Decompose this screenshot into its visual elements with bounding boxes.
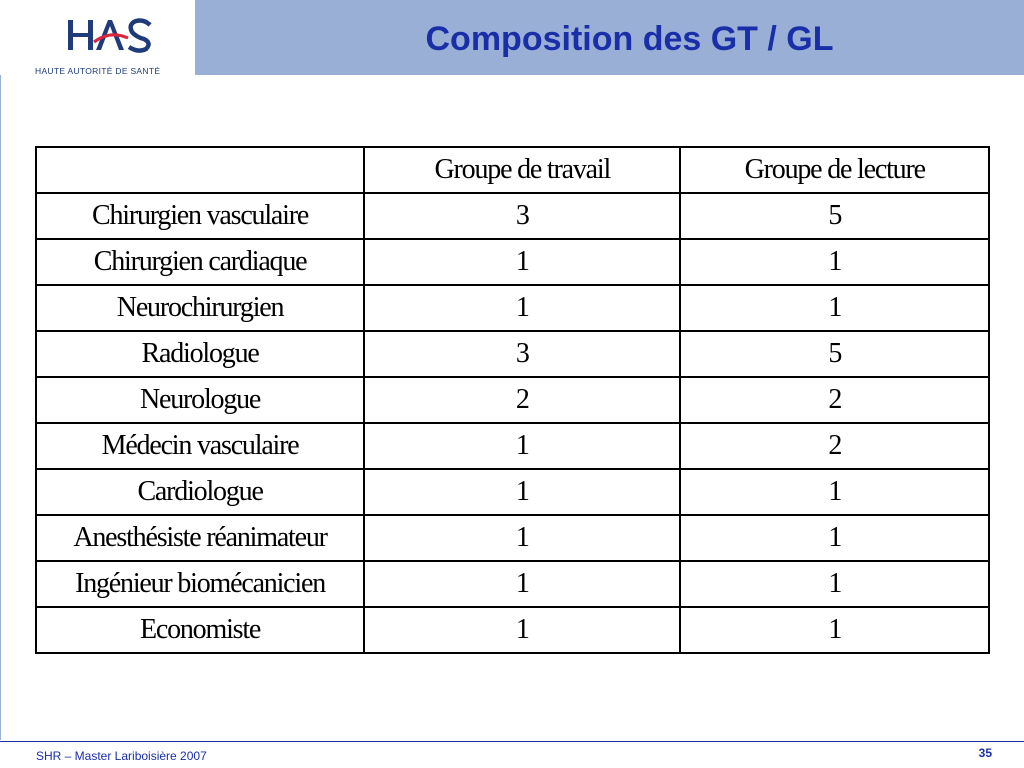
row-value-gl: 5 xyxy=(680,331,989,377)
table-row xyxy=(36,469,989,515)
table-row xyxy=(36,377,989,423)
header-cell-empty xyxy=(36,147,364,193)
table-row xyxy=(36,423,989,469)
row-label: Radiologue xyxy=(36,331,364,377)
row-value-gt: 2 xyxy=(364,377,680,423)
row-value-gl: 2 xyxy=(680,423,989,469)
footer-text: SHR – Master Lariboisière 2007 xyxy=(36,749,207,763)
table-header-row xyxy=(36,147,989,193)
row-label: Cardiologue xyxy=(36,469,364,515)
row-value-gt: 1 xyxy=(364,469,680,515)
row-label: Médecin vasculaire xyxy=(36,423,364,469)
row-label: Anesthésiste réanimateur xyxy=(36,515,364,561)
has-logo xyxy=(0,0,195,75)
left-border-line xyxy=(0,75,1,740)
row-value-gt: 1 xyxy=(364,607,680,653)
table-row xyxy=(36,331,989,377)
row-value-gl: 1 xyxy=(680,515,989,561)
row-value-gl: 1 xyxy=(680,561,989,607)
row-value-gt: 1 xyxy=(364,239,680,285)
row-value-gl: 1 xyxy=(680,285,989,331)
row-value-gt: 1 xyxy=(364,285,680,331)
slide-title: Composition des GT / GL xyxy=(425,20,834,58)
row-label: Neurologue xyxy=(36,377,364,423)
has-logo-icon xyxy=(66,16,156,56)
page-number: 35 xyxy=(978,746,992,760)
row-value-gt: 3 xyxy=(364,331,680,377)
row-value-gl: 1 xyxy=(680,239,989,285)
row-value-gl: 5 xyxy=(680,193,989,239)
table-row xyxy=(36,193,989,239)
row-value-gt: 1 xyxy=(364,561,680,607)
composition-table xyxy=(35,146,990,654)
row-label: Chirurgien vasculaire xyxy=(36,193,364,239)
row-value-gt: 3 xyxy=(364,193,680,239)
header-cell-groupe-de-lecture: Groupe de lecture xyxy=(680,147,989,193)
footer-divider xyxy=(0,741,1024,742)
table-row xyxy=(36,285,989,331)
row-value-gl: 2 xyxy=(680,377,989,423)
table-row xyxy=(36,561,989,607)
row-label: Neurochirurgien xyxy=(36,285,364,331)
row-label: Economiste xyxy=(36,607,364,653)
table-row xyxy=(36,607,989,653)
row-value-gt: 1 xyxy=(364,423,680,469)
row-value-gt: 1 xyxy=(364,515,680,561)
row-label: Ingénieur biomécanicien xyxy=(36,561,364,607)
row-label: Chirurgien cardiaque xyxy=(36,239,364,285)
row-value-gl: 1 xyxy=(680,607,989,653)
logo-tagline: HAUTE AUTORITÉ DE SANTÉ xyxy=(35,66,161,76)
table-row xyxy=(36,515,989,561)
row-value-gl: 1 xyxy=(680,469,989,515)
table-row xyxy=(36,239,989,285)
header-cell-groupe-de-travail: Groupe de travail xyxy=(364,147,680,193)
